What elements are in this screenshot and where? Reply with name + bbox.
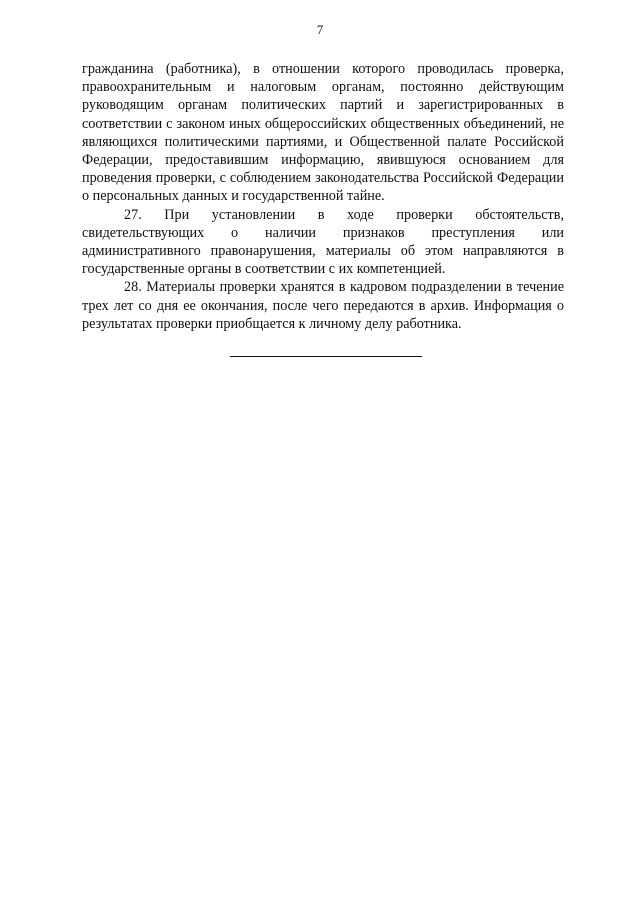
document-body <box>82 60 564 333</box>
page-number: 7 <box>316 22 324 37</box>
paragraph-continuation: гражданина (работника), в отношении которого проводилась проверка, правоохранительным и налоговым органам, постоянно действующим руководящим органам политических партий и зарегистрированных в соответствии с законом иных общероссийских общественных объединений, не являющихся политическими партиями, и Общественной палате Российской Федерации, предоставившим информацию, явившуюся основанием для проведения проверки, с соблюдением законодательства Российской Федерации о персональных данных и государственной тайне. <box>82 61 564 205</box>
paragraph-28: 28. Материалы проверки хранятся в кадровом подразделении в течение трех лет со дня ее окончания, после чего передаются в архив. Информация о результатах проверки приобщается к личному делу работника. <box>82 279 564 332</box>
end-separator-line <box>230 356 422 357</box>
paragraph-27: 27. При установлении в ходе проверки обстоятельств, свидетельствующих о наличии признаков преступления или административного правонарушения, материалы об этом направляются в государственные органы в соответствии с их компетенцией. <box>82 206 564 278</box>
